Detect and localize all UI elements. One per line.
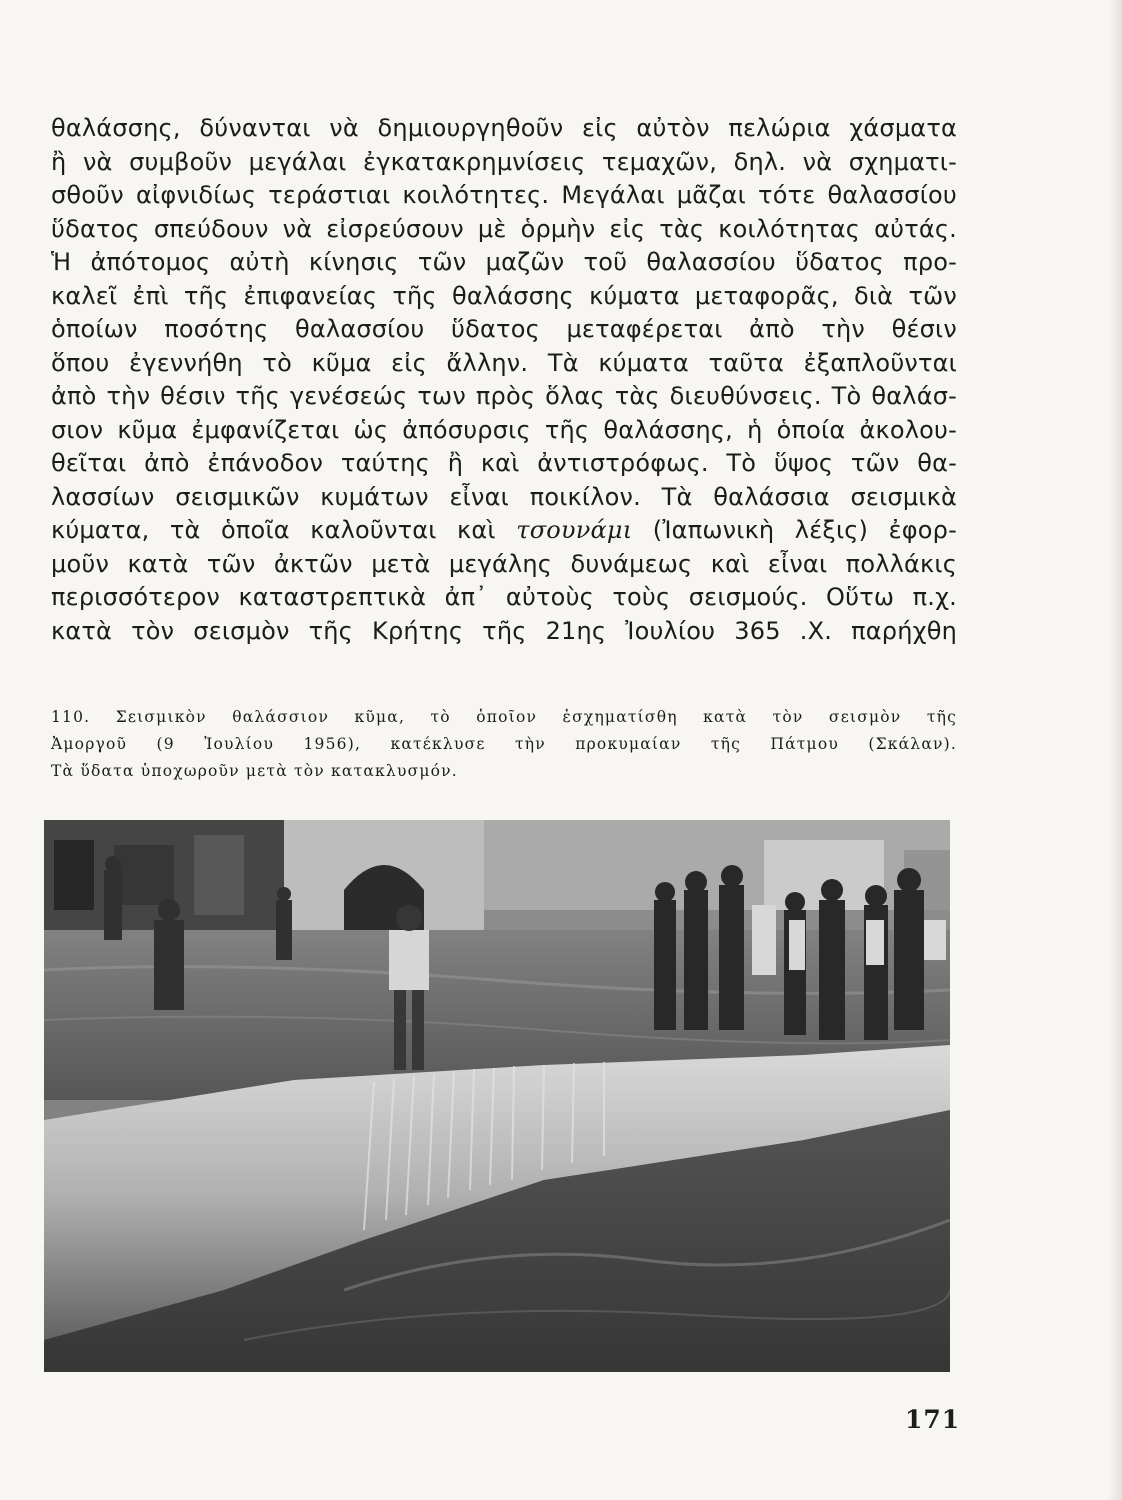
body-text bbox=[51, 112, 957, 648]
page-number: 171 bbox=[905, 1405, 961, 1434]
text-line: θαλάσσης, δύνανται νὰ δημιουργηθοῦν εἰς αὐτὸν πελώρια χάσματα bbox=[51, 114, 957, 142]
text-segment: κύματα, τὰ ὁποῖα καλοῦνται καὶ bbox=[51, 516, 496, 544]
text-line: κατὰ τὸν σεισμὸν τῆς Κρήτης τῆς 21ης Ἰουλίου 365 .Χ. παρήχθη bbox=[51, 616, 957, 645]
text-line: Ἡ ἀπότομος αὐτὴ κίνησις τῶν μαζῶν τοῦ θαλασσίου ὕδατος προ- bbox=[51, 248, 957, 276]
text-line: σθοῦν αἰφνιδίως τεράστιαι κοιλότητες. Μεγάλαι μᾶζαι τότε θαλασσίου bbox=[51, 181, 957, 209]
caption-line: 110. Σεισμικὸν θαλάσσιον κῦμα, τὸ ὁποῖον ἐσχηματίσθη κατὰ τὸν σεισμὸν τῆς bbox=[51, 708, 957, 726]
text-segment: (Ἰαπωνικὴ λέξις) ἐφορ- bbox=[652, 516, 957, 544]
caption-line: Τὰ ὕδατα ὑποχωροῦν μετὰ τὸν κατακλυσμόν. bbox=[51, 762, 458, 780]
caption-line: Ἀμοργοῦ (9 Ἰουλίου 1956), κατέκλυσε τὴν προκυμαίαν τῆς Πάτμου (Σκάλαν). bbox=[51, 735, 957, 753]
tsunami-photograph bbox=[44, 820, 950, 1372]
figure-caption bbox=[51, 704, 957, 785]
text-line: καλεῖ ἐπὶ τῆς ἐπιφανείας τῆς θαλάσσης κύματα μεταφορᾶς, διὰ τῶν bbox=[51, 281, 957, 310]
text-line: θεῖται ἀπὸ ἐπάνοδον ταύτης ἢ καὶ ἀντιστρόφως. Τὸ ὕψος τῶν θα- bbox=[51, 449, 957, 477]
text-line: σιον κῦμα ἐμφανίζεται ὡς ἀπόσυρσις τῆς θαλάσσης, ἡ ὁποία ἀκολου- bbox=[51, 415, 957, 444]
italic-term: τσουνάμι bbox=[516, 516, 633, 544]
text-line: ὅπου ἐγεννήθη τὸ κῦμα εἰς ἄλλην. Τὰ κύματα ταῦτα ἐξαπλοῦνται bbox=[51, 348, 957, 377]
text-line: ἢ νὰ συμβοῦν μεγάλαι ἐγκατακρημνίσεις τεμαχῶν, δηλ. νὰ σχηματι- bbox=[51, 147, 957, 176]
text-line: περισσότερον καταστρεπτικὰ ἀπ᾽ αὐτοὺς τοὺς σεισμούς. Οὕτω π.χ. bbox=[51, 583, 957, 611]
text-line: ὕδατος σπεύδουν νὰ εἰσρεύσουν μὲ ὁρμὴν εἰς τὰς κοιλότητας αὐτάς. bbox=[51, 214, 957, 243]
text-line: λασσίων σεισμικῶν κυμάτων εἶναι ποικίλον. Τὰ θαλάσσια σεισμικὰ bbox=[51, 482, 957, 511]
text-line-with-italic bbox=[51, 514, 957, 548]
text-line: ὁποίων ποσότης θαλασσίου ὕδατος μεταφέρεται ἀπὸ τὴν θέσιν bbox=[51, 315, 957, 343]
text-line: ἀπὸ τὴν θέσιν τῆς γενέσεώς των πρὸς ὅλας τὰς διευθύνσεις. Τὸ θαλάσ- bbox=[51, 382, 957, 410]
photo-illustration bbox=[44, 820, 950, 1372]
page-edge-shadow bbox=[1108, 0, 1122, 1500]
text-line: μοῦν κατὰ τῶν ἀκτῶν μετὰ μεγάλης δυνάμεως καὶ εἶναι πολλάκις bbox=[51, 549, 957, 578]
